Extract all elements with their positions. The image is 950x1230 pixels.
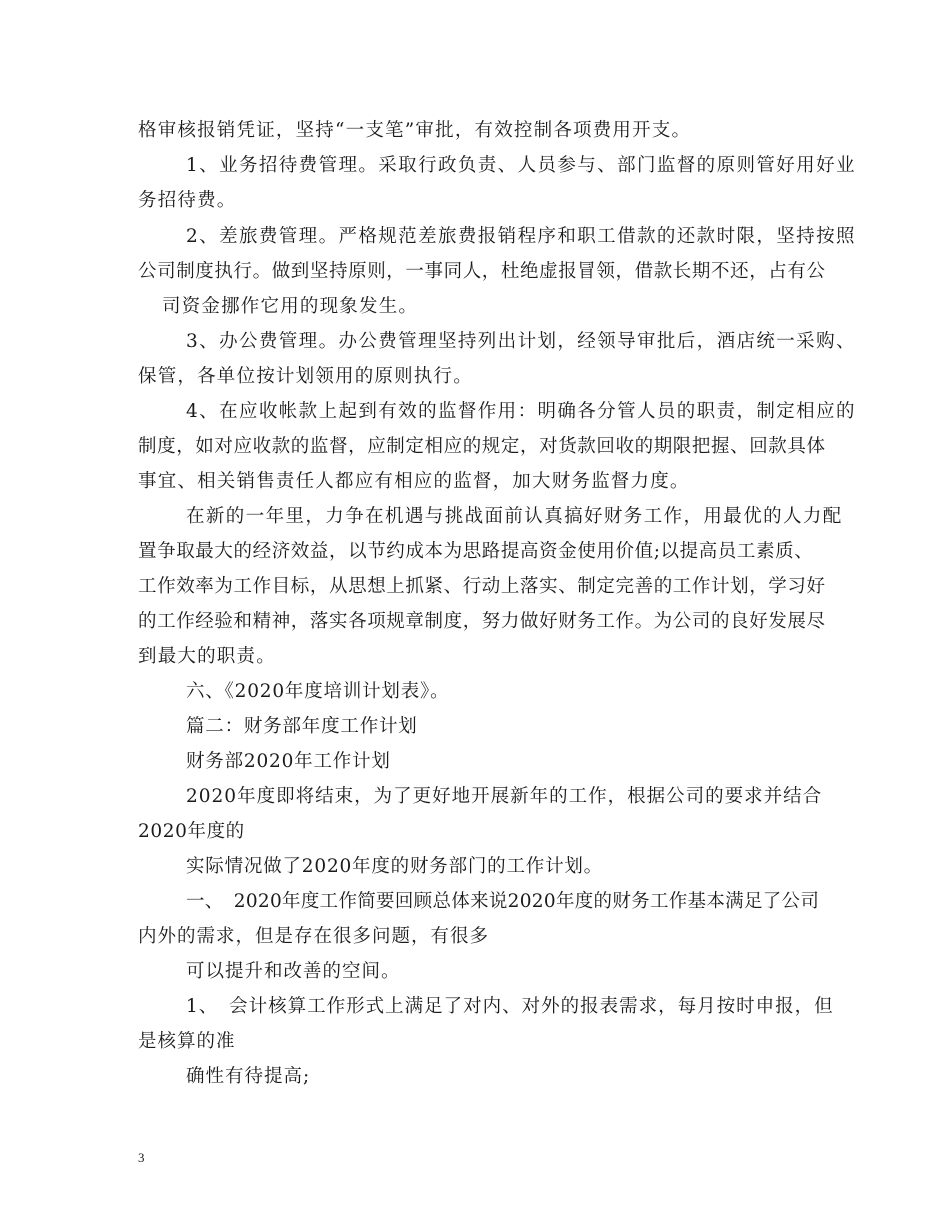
text-line: 一、 2020年度工作简要回顾总体来说2020年度的财务工作基本满足了公司 bbox=[186, 891, 820, 912]
text-line: 置争取最大的经济效益，以节约成本为思路提高资金使用价值;以提高员工素质、 bbox=[138, 541, 814, 562]
text-line: 格审核报销凭证，坚持“一支笔”审批，有效控制各项费用开支。 bbox=[138, 120, 692, 141]
article-title: 财务部2020年工作计划 bbox=[186, 751, 391, 772]
text-line: 务招待费。 bbox=[138, 190, 237, 211]
article-heading: 篇二：财务部年度工作计划 bbox=[186, 716, 418, 737]
text-line: 2020年度即将结束，为了更好地开展新年的工作，根据公司的要求并结合 bbox=[186, 786, 823, 807]
text-line: 是核算的准 bbox=[138, 1031, 236, 1052]
page-number: 3 bbox=[138, 1150, 145, 1165]
text-line: 实际情况做了2020年度的财务部门的工作计划。 bbox=[186, 856, 603, 877]
text-line: 内外的需求，但是存在很多问题，有很多 bbox=[138, 926, 490, 947]
text-line: 公司制度执行。做到坚持原则，一事同人，杜绝虚报冒领，借款长期不还，占有公 bbox=[138, 261, 826, 282]
section-heading: 六、《2020年度培训计划表》。 bbox=[186, 681, 450, 702]
text-line: 可以提升和改善的空间。 bbox=[186, 961, 401, 982]
text-line: 4、在应收帐款上起到有效的监督作用：明确各分管人员的职责，制定相应的 bbox=[186, 401, 856, 422]
text-line: 司资金挪作它用的现象发生。 bbox=[162, 296, 419, 317]
text-line: 事宜、相关销售责任人都应有相应的监督，加大财务监督力度。 bbox=[138, 471, 690, 492]
text-line: 2020年度的 bbox=[138, 821, 245, 842]
text-line: 确性有待提高; bbox=[186, 1066, 311, 1087]
text-line: 1、业务招待费管理。采取行政负责、人员参与、部门监督的原则管好用好业 bbox=[186, 155, 856, 176]
text-line: 到最大的职责。 bbox=[138, 646, 276, 667]
text-line: 1、 会计核算工作形式上满足了对内、对外的报表需求，每月按时申报，但 bbox=[186, 996, 834, 1017]
text-line: 3、办公费管理。办公费管理坚持列出计划，经领导审批后，酒店统一采购、 bbox=[186, 331, 856, 352]
text-line: 保管，各单位按计划领用的原则执行。 bbox=[138, 366, 473, 387]
text-line: 工作效率为工作目标，从思想上抓紧、行动上落实、制定完善的工作计划，学习好 bbox=[138, 576, 826, 597]
text-line: 的工作经验和精神，落实各项规章制度，努力做好财务工作。为公司的良好发展尽 bbox=[138, 611, 826, 632]
text-line: 2、差旅费管理。严格规范差旅费报销程序和职工借款的还款时限，坚持按照 bbox=[186, 226, 856, 247]
text-line: 制度，如对应收款的监督，应制定相应的规定，对货款回收的期限把握、回款具体 bbox=[138, 436, 826, 457]
text-line: 在新的一年里，力争在机遇与挑战面前认真搞好财务工作，用最优的人力配 bbox=[186, 506, 843, 527]
